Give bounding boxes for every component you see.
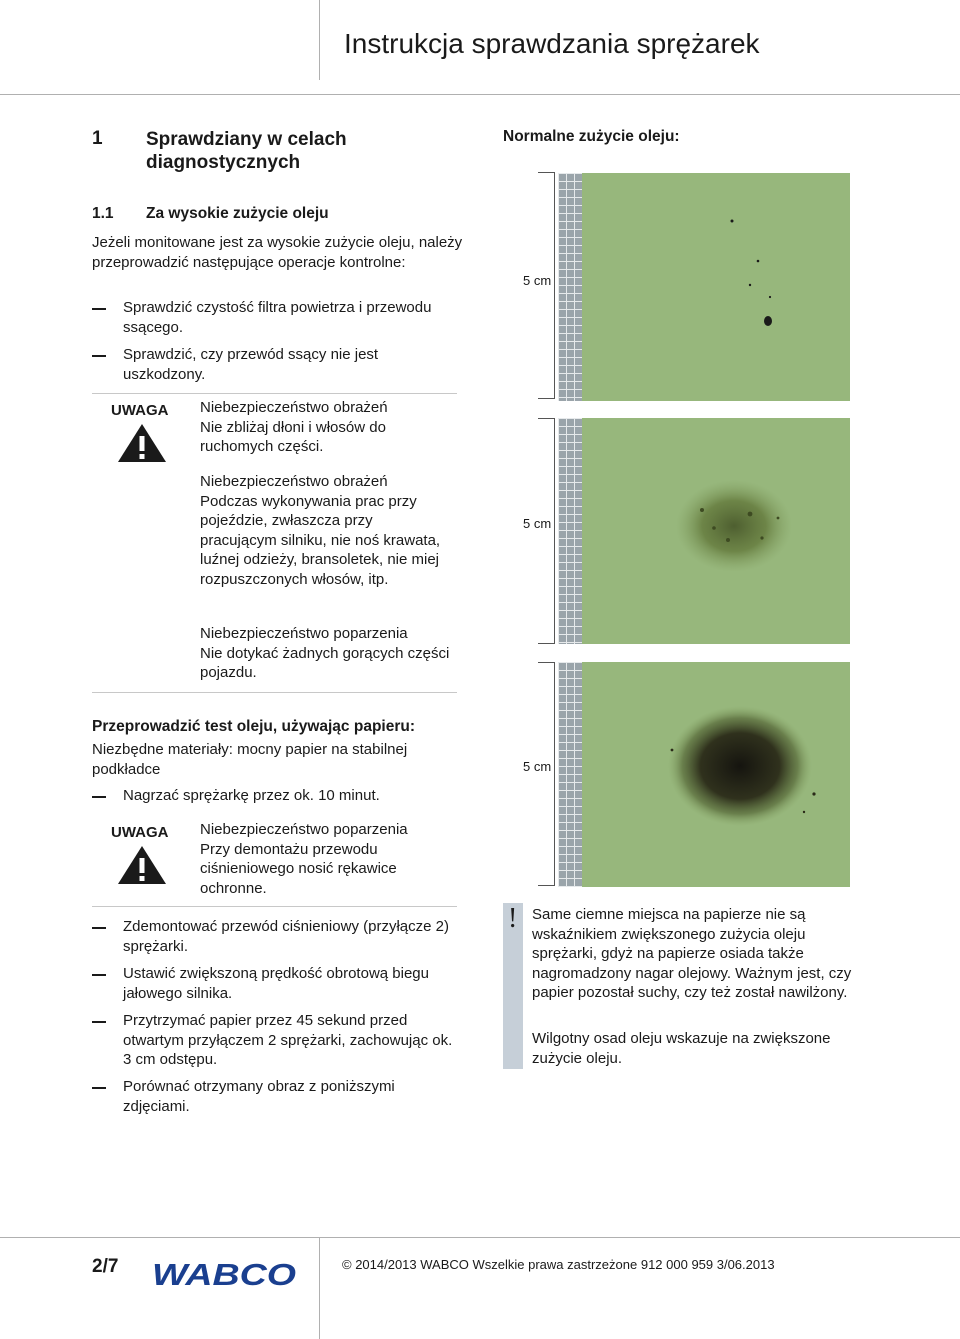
warning-triangle-icon: [117, 423, 167, 463]
section-heading: Sprawdziany w celach diagnostycznych: [146, 129, 347, 173]
warning-divider-bottom: [92, 906, 457, 907]
oil-test-photo-clean: [582, 173, 850, 401]
list-item: Przytrzymać papier przez 45 sekund przed otwartym przyłączem 2 sprężarki, zachowując ok. 3 cm odstępu.: [123, 1012, 453, 1068]
intro-paragraph: Jeżeli monitowane jest za wysokie zużycie oleju, należy przeprowadzić następujące operacje kontrolne:: [92, 234, 463, 271]
list-bullet: [92, 974, 106, 976]
ruler: [558, 173, 582, 401]
materials-text: Niezbędne materiały: mocny papier na stabilnej podkładce: [92, 741, 408, 778]
warning-item: [200, 472, 450, 589]
warning-label: UWAGA: [111, 824, 169, 841]
warning-item-title: Niebezpieczeństwo obrażeń: [200, 473, 388, 490]
warning-item-text: Nie zbliżaj dłoni i włosów do ruchomych części.: [200, 418, 386, 455]
oil-test-photo-dark: [582, 662, 850, 887]
warning-item: [200, 820, 450, 898]
warning-triangle-icon: [117, 845, 167, 885]
warning-item-title: Niebezpieczeństwo poparzenia: [200, 625, 408, 642]
scale-label: 5 cm: [523, 516, 552, 531]
warning-divider-bottom: [92, 692, 457, 693]
warning-item-text: Podczas wykonywania prac przy pojeździe, zwłaszcza przy pracującym silniku, nie noś krawata, luźnej odzieży, bransoletek, nie miej rozpuszczonych włosów, itp.: [200, 492, 441, 588]
warning-divider-top: [92, 393, 457, 394]
scale-bracket: [538, 662, 555, 886]
warning-item-text: Nie dotykać żadnych gorących części pojazdu.: [200, 644, 450, 681]
list-item: Nagrzać sprężarkę przez ok. 10 minut.: [123, 787, 380, 804]
scale-label: 5 cm: [523, 759, 552, 774]
warning-item-title: Niebezpieczeństwo poparzenia: [200, 821, 408, 838]
list-item: Sprawdzić czystość filtra powietrza i przewodu ssącego.: [123, 299, 432, 336]
scale-label: 5 cm: [523, 273, 552, 288]
list-bullet: [92, 1021, 106, 1023]
note-text: Wilgotny osad oleju wskazuje na zwiększone zużycie oleju.: [532, 1030, 831, 1067]
footer-divider-vertical: [319, 1237, 320, 1339]
subsection-heading: Za wysokie zużycie oleju: [146, 205, 329, 222]
subsection-number: 1.1: [92, 205, 114, 222]
list-item: Porównać otrzymany obraz z poniższymi zdjęciami.: [123, 1078, 395, 1115]
scale-bracket: [538, 418, 555, 644]
list-bullet: [92, 796, 106, 798]
section-number: 1: [92, 128, 103, 149]
ruler: [558, 662, 582, 887]
list-bullet: [92, 355, 106, 357]
warning-label: UWAGA: [111, 402, 169, 419]
oil-test-photo-light: [582, 418, 850, 644]
oil-test-heading: Przeprowadzić test oleju, używając papieru:: [92, 718, 416, 735]
list-bullet: [92, 308, 106, 310]
ruler: [558, 418, 582, 644]
header-divider: [0, 94, 960, 95]
list-item: Ustawić zwiększoną prędkość obrotową biegu jałowego silnika.: [123, 965, 429, 1002]
copyright-text: © 2014/2013 WABCO Wszelkie prawa zastrzeżone 912 000 959 3/06.2013: [342, 1257, 775, 1272]
list-bullet: [92, 927, 106, 929]
list-item: Zdemontować przewód ciśnieniowy (przyłącze 2) sprężarki.: [123, 918, 449, 955]
exclamation-icon: !: [508, 903, 518, 934]
warning-item: [200, 398, 450, 457]
svg-text:WABCO: WABCO: [152, 1259, 296, 1289]
note-text: Same ciemne miejsca na papierze nie są wskaźnikiem zwiększonego zużycia oleju sprężarki, gdyż na papierze osiada także nagromadzony nagar olejowy. Ważnym jest, czy papier pozostał suchy, czy też został nawilżony.: [532, 906, 852, 1001]
list-bullet: [92, 1087, 106, 1089]
header-divider-vertical: [319, 0, 320, 80]
footer-divider: [0, 1237, 960, 1238]
page-title: Instrukcja sprawdzania sprężarek: [344, 28, 760, 59]
warning-item-text: Przy demontażu przewodu ciśnieniowego nosić rękawice ochronne.: [200, 840, 397, 897]
list-item: Sprawdzić, czy przewód ssący nie jest uszkodzony.: [123, 346, 379, 383]
wabco-logo: [152, 1259, 297, 1289]
page-number: 2/7: [92, 1256, 119, 1277]
photos-heading: Normalne zużycie oleju:: [503, 128, 680, 145]
warning-item: [200, 624, 450, 683]
warning-item-title: Niebezpieczeństwo obrażeń: [200, 399, 388, 416]
